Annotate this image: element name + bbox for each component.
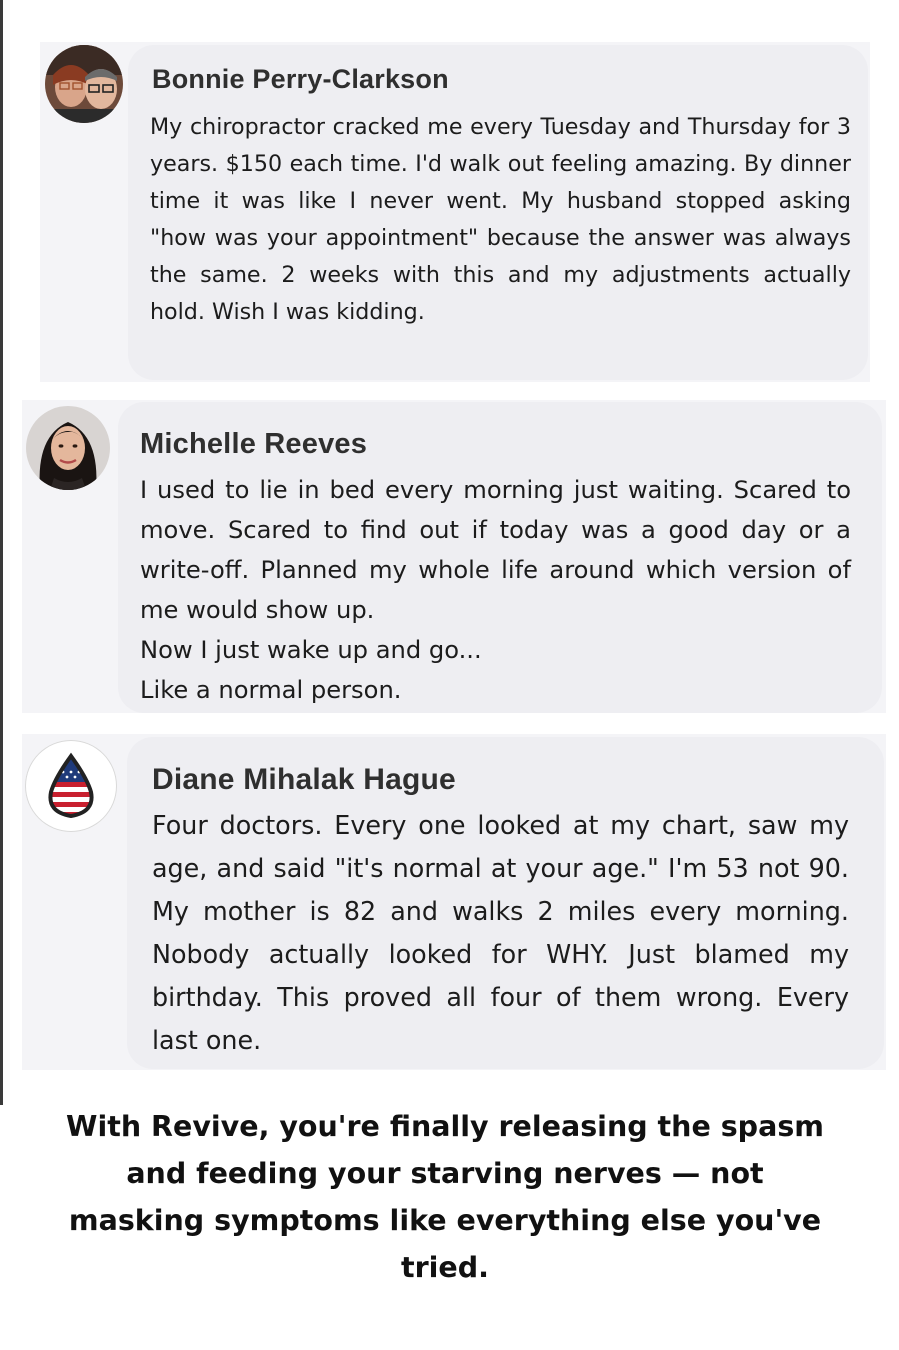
- promo-caption: With Revive, you're finally releasing the spasm and feeding your starving nerves — not masking symptoms like everything else you've tried.: [66, 1110, 824, 1284]
- flag-drop-avatar-icon[interactable]: [25, 740, 117, 832]
- comment-text: [152, 804, 849, 1062]
- left-border-line: [0, 0, 3, 1105]
- comment-paragraph: My chiropractor cracked me every Tuesday and Thursday for 3 years. $150 each time. I'd walk out feeling amazing. By dinner time it was like I never went. My husband stopped asking "how was your appointment" because the answer was always the same. 2 weeks with this and my adjustments actually hold. Wish I was kidding.: [150, 114, 851, 325]
- commenter-name[interactable]: Bonnie Perry-Clarkson: [152, 64, 449, 94]
- couple-photo-avatar-icon[interactable]: [45, 45, 123, 123]
- comment-paragraph: Four doctors. Every one looked at my chart, saw my age, and said "it's normal at your age." I'm 53 not 90. My mother is 82 and walks 2 miles every morning. Nobody actually looked for WHY. Just blamed my birthday. This proved all four of them wrong. Every last one.: [152, 810, 849, 1055]
- comment-paragraph: Now I just wake up and go...: [140, 636, 482, 664]
- comment-paragraph: Like a normal person.: [140, 676, 402, 704]
- comment-text: [150, 109, 851, 331]
- woman-photo-avatar-icon[interactable]: [26, 406, 110, 490]
- commenter-name[interactable]: Diane Mihalak Hague: [152, 763, 456, 796]
- commenter-name[interactable]: Michelle Reeves: [140, 428, 368, 460]
- comment-paragraph: I used to lie in bed every morning just waiting. Scared to move. Scared to find out if today was a good day or a write-off. Planned my whole life around which version of me would show up.: [140, 476, 851, 624]
- comment-text: [140, 470, 851, 710]
